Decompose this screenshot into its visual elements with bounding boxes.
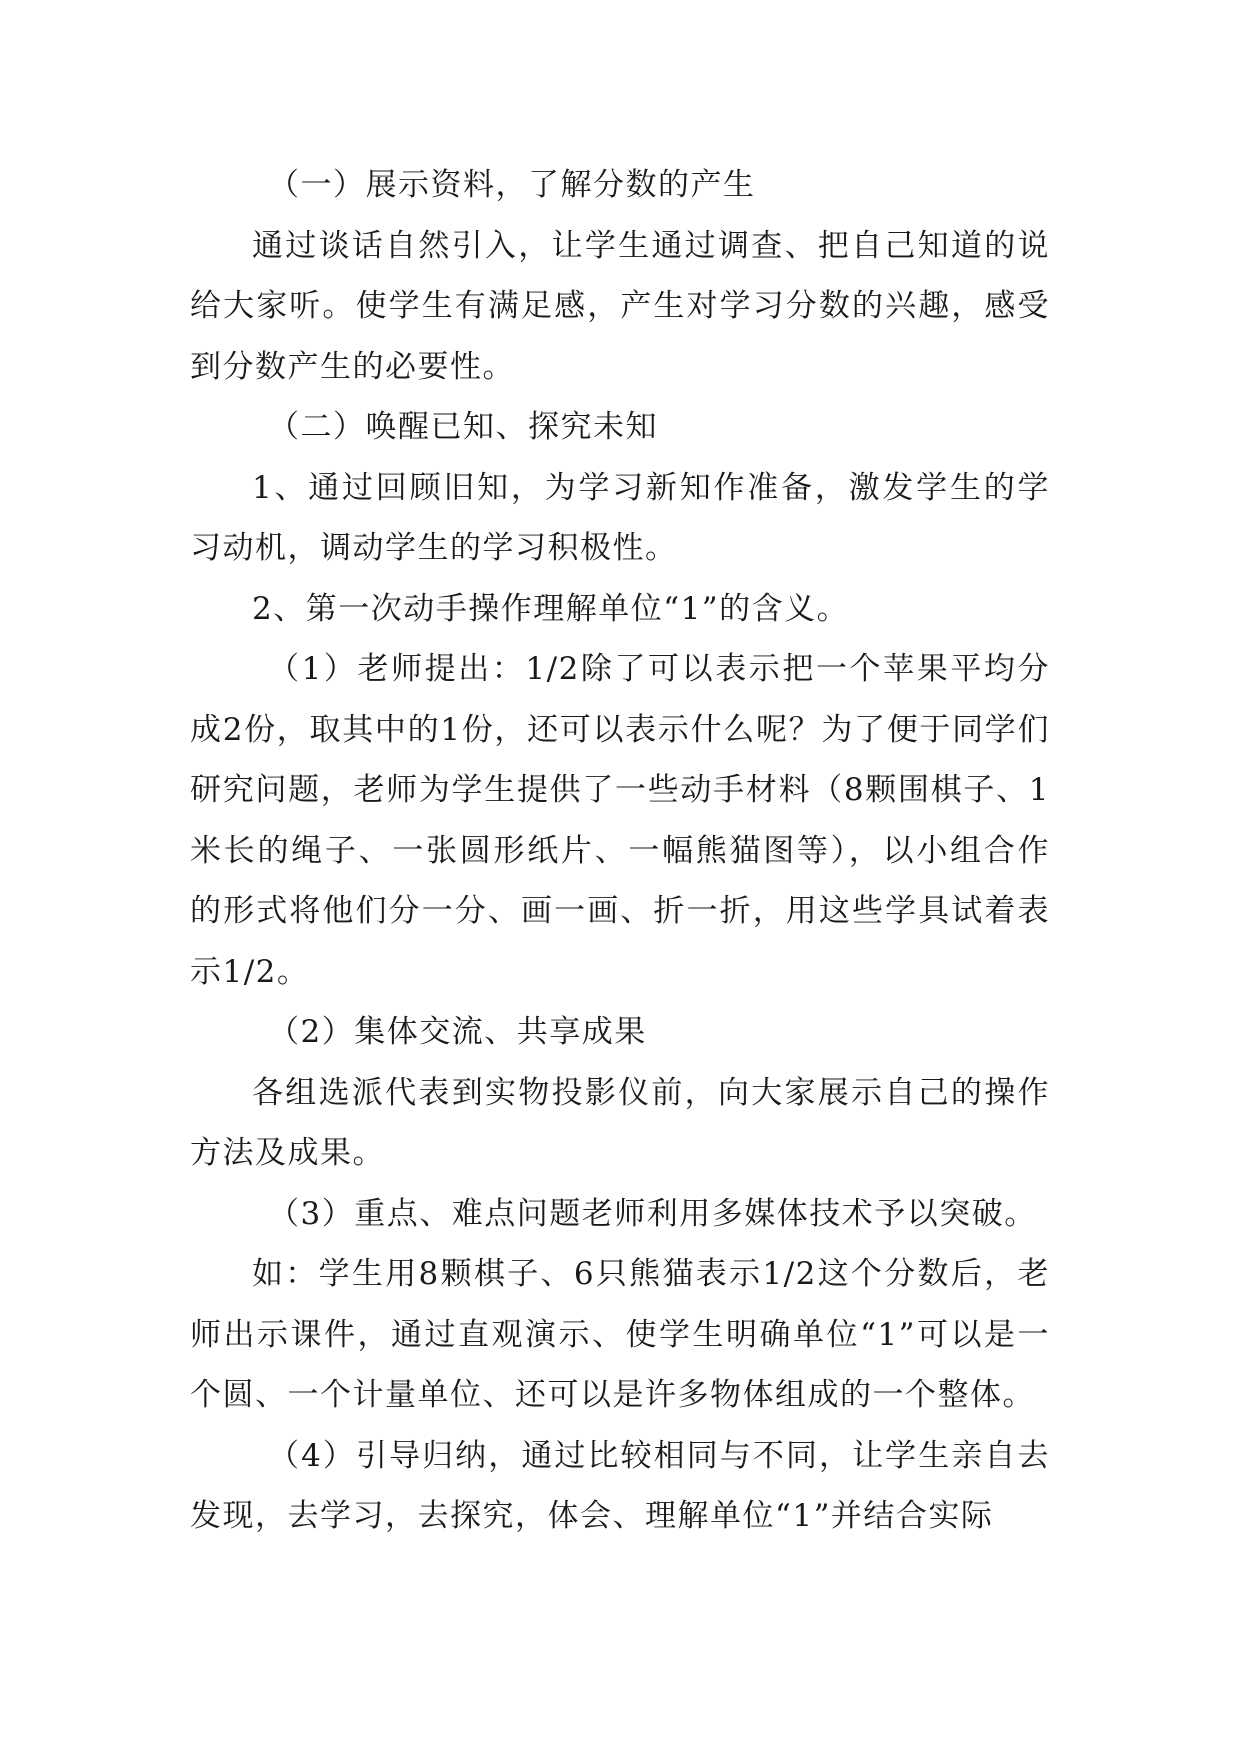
paragraph-4: （1）老师提出：1/2除了可以表示把一个苹果平均分成2份，取其中的1份，还可以表示什么呢？为了便于同学们研究问题，老师为学生提供了一些动手材料（8颗围棋子、1米长的绳子、一张圆形纸片、一幅熊猫图等），以小组合作的形式将他们分一分、画一画、折一折，用这些学具试着表示1/2。 <box>190 651 1050 990</box>
section-heading-1: （一）展示资料，了解分数的产生 <box>268 167 756 203</box>
paragraph-8: （4）引导归纳，通过比较相同与不同，让学生亲自去发现，去学习，去探究，体会、理解单位“1”并结合实际 <box>190 1437 1050 1534</box>
document-body <box>190 155 1050 1547</box>
paragraph-5: 各组选派代表到实物投影仪前，向大家展示自己的操作方法及成果。 <box>190 1074 1050 1171</box>
paragraph-1: 通过谈话自然引入，让学生通过调查、把自己知道的说给大家听。使学生有满足感，产生对学习分数的兴趣，感受到分数产生的必要性。 <box>190 227 1050 385</box>
sub-heading-2: （2）集体交流、共享成果 <box>268 1014 647 1050</box>
section-heading-2: （二）唤醒已知、探究未知 <box>268 409 658 445</box>
paragraph-7: 如：学生用8颗棋子、6只熊猫表示1/2这个分数后，老师出示课件，通过直观演示、使学生明确单位“1”可以是一个圆、一个计量单位、还可以是许多物体组成的一个整体。 <box>190 1256 1050 1413</box>
paragraph-3: 2、第一次动手操作理解单位“1”的含义。 <box>252 590 850 627</box>
paragraph-2: 1、通过回顾旧知，为学习新知作准备，激发学生的学习动机，调动学生的学习积极性。 <box>190 469 1050 566</box>
paragraph-6: （3）重点、难点问题老师利用多媒体技术予以突破。 <box>268 1195 1037 1232</box>
